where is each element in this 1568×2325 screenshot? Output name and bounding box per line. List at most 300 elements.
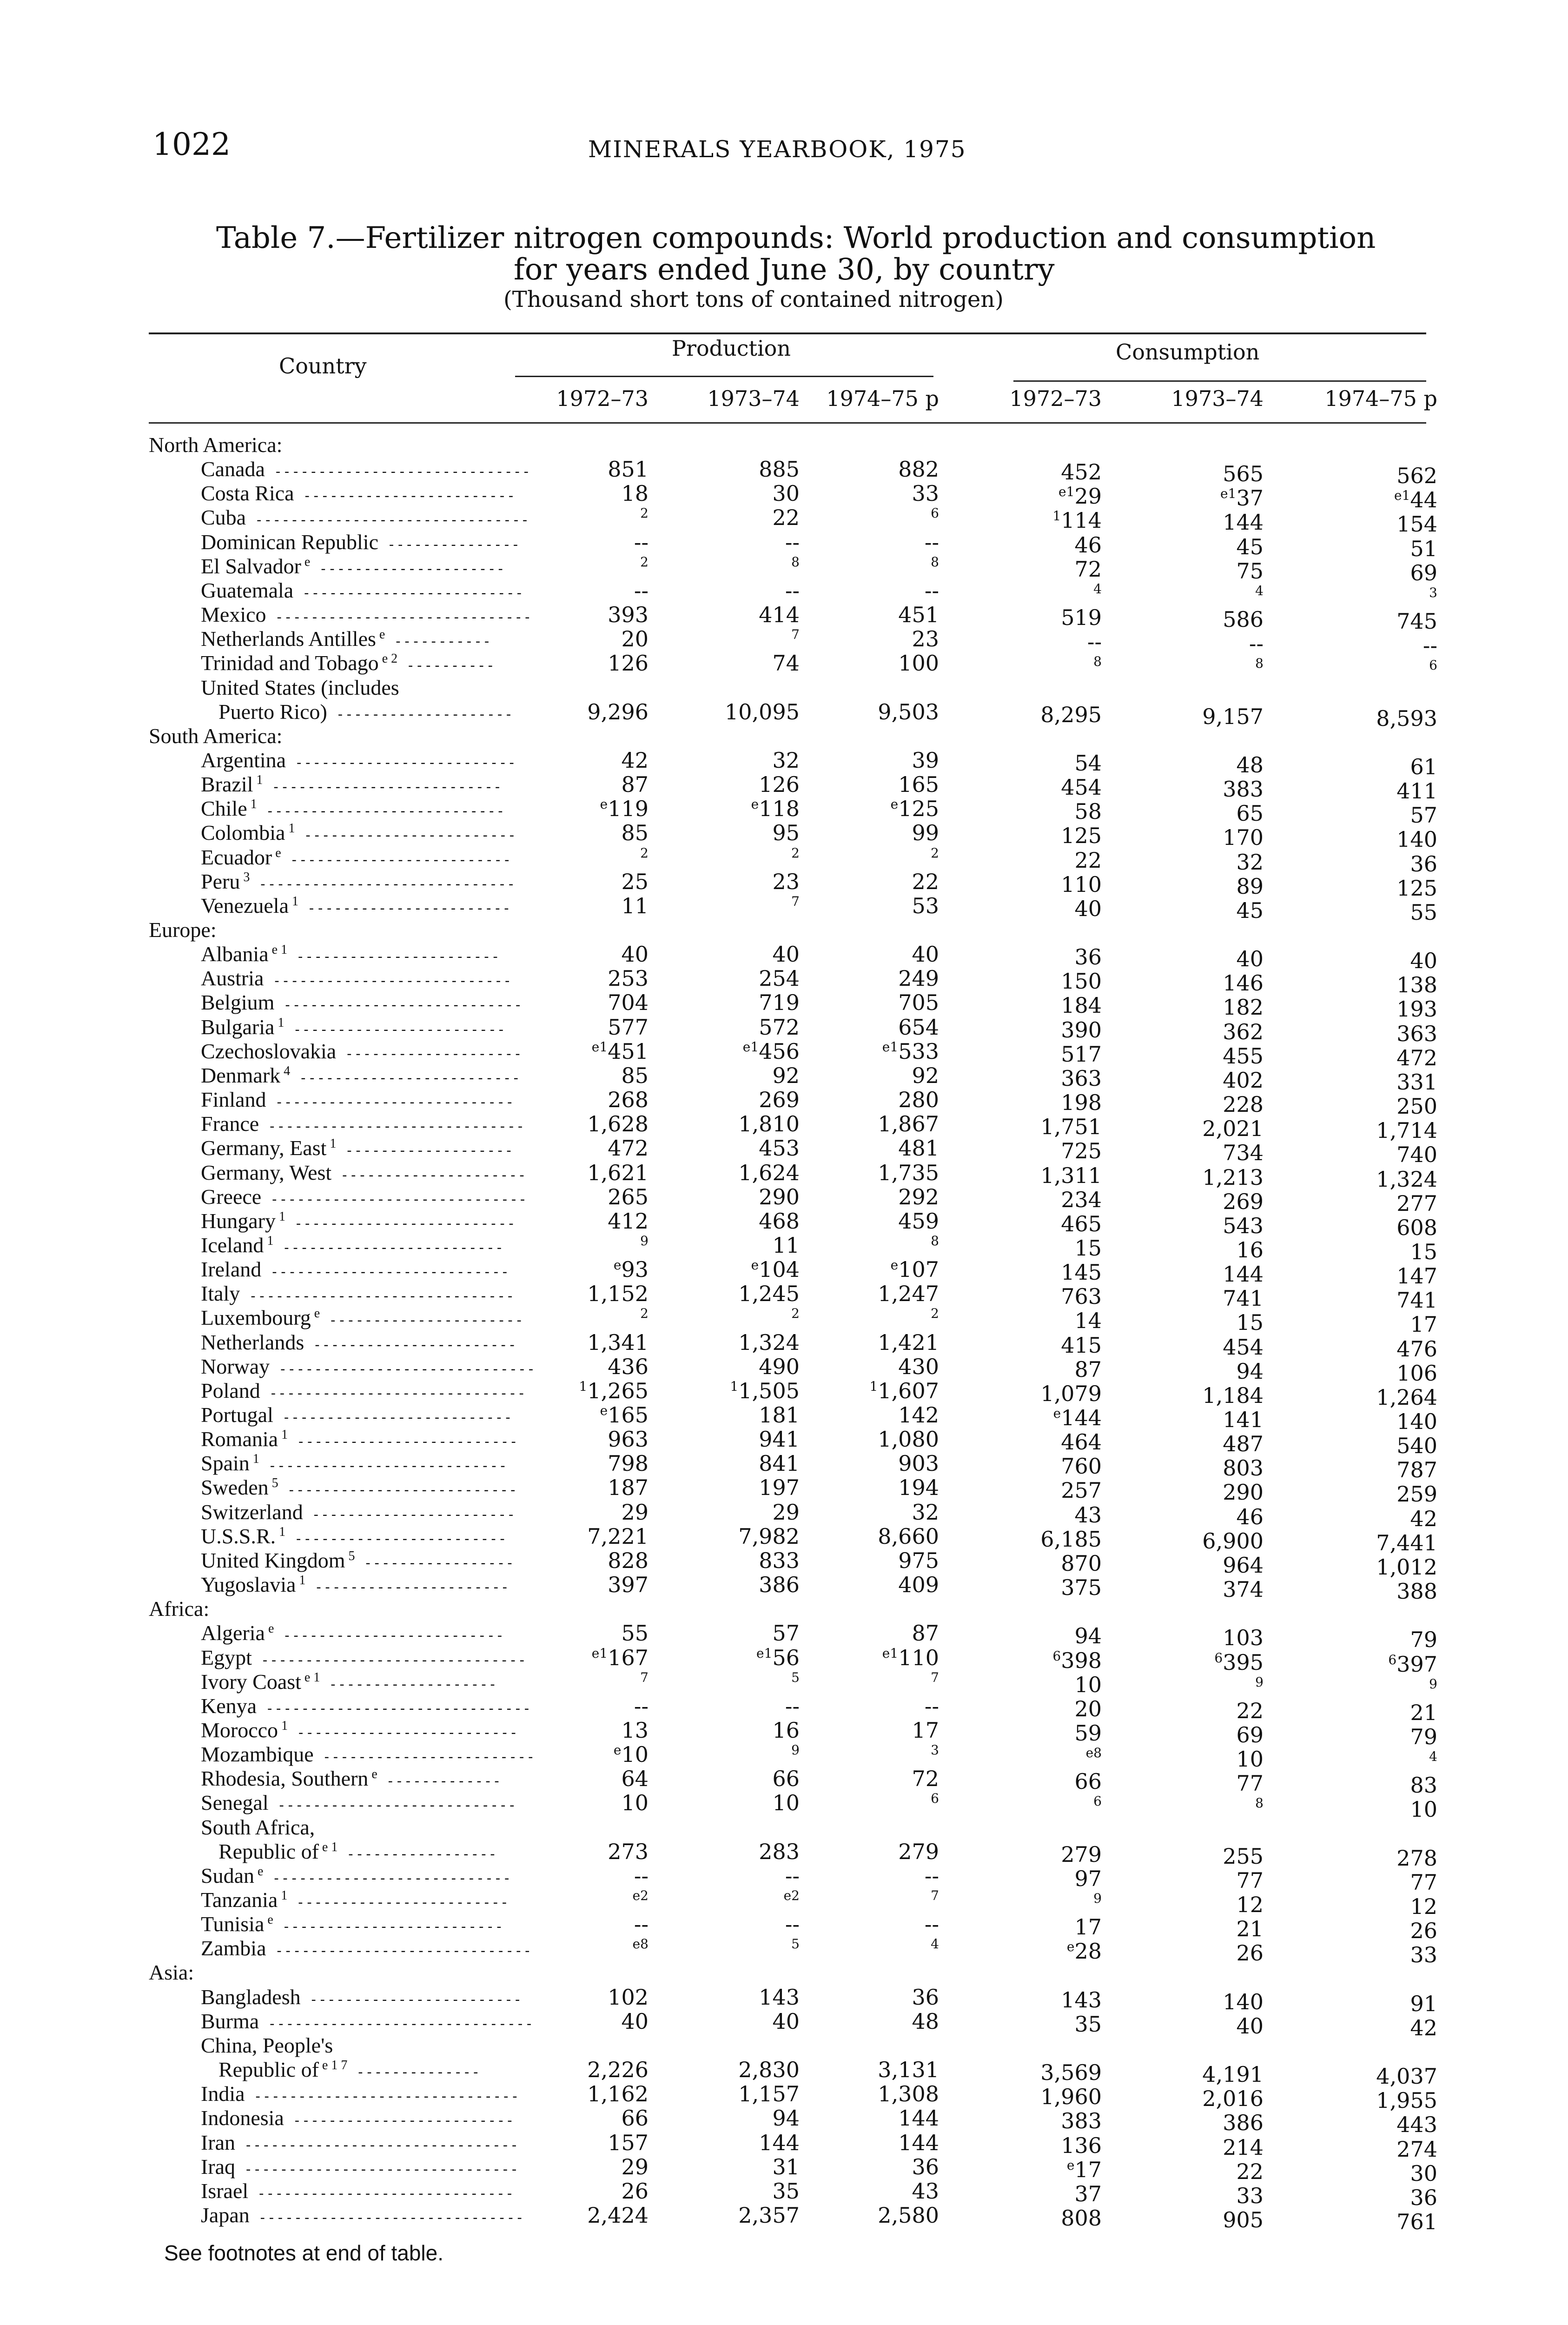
- table-cell: 30: [772, 481, 800, 506]
- country-label: Bangladesh ------------------------: [201, 1985, 523, 2009]
- table-cell: 2,021: [1202, 1116, 1264, 1142]
- table-cell: $^{e1}$167: [591, 1645, 648, 1670]
- table-cell: 65: [1236, 801, 1264, 826]
- table-cell: 32: [772, 747, 800, 773]
- table-cell: 8: [1255, 656, 1264, 671]
- table-cell: 29: [621, 1499, 648, 1525]
- table-footnote: See footnotes at end of table.: [164, 2241, 444, 2265]
- table-cell: 94: [1236, 1358, 1264, 1384]
- table-cell: 11: [621, 893, 648, 918]
- table-cell: 36: [912, 1984, 939, 2010]
- table-cell: 10: [621, 1790, 648, 1816]
- table-cell: 455: [1223, 1043, 1264, 1069]
- table-cell: 22: [1236, 2159, 1264, 2184]
- table-cell: 787: [1396, 1457, 1437, 1483]
- table-cell: 140: [1396, 827, 1437, 852]
- table-cell: 885: [759, 457, 800, 482]
- country-label: Greece -----------------------------: [201, 1184, 528, 1209]
- table-title: [216, 222, 1376, 286]
- leader-dots: -------------------------: [273, 1919, 504, 1935]
- table-cell: $^e$144: [1053, 1405, 1102, 1430]
- country-label: United States (includes: [201, 675, 399, 699]
- country-label: Poland -----------------------------: [201, 1378, 526, 1402]
- table-cell: 43: [912, 2178, 939, 2204]
- table-cell: 181: [759, 1402, 800, 1428]
- table-cell: 4,037: [1376, 2064, 1437, 2089]
- table-cell: 2: [931, 1306, 939, 1322]
- table-cell: 274: [1396, 2136, 1437, 2162]
- table-cell: 53: [912, 893, 939, 918]
- table-cell: $^e$165: [600, 1402, 648, 1428]
- table-cell: 8,660: [878, 1523, 939, 1549]
- leader-dots: -------------: [377, 1773, 502, 1790]
- leader-dots: ----------------------: [305, 1579, 509, 1596]
- table-title-line2: for years ended June 30, by country: [514, 252, 1055, 287]
- leader-dots: -------------------------: [290, 1070, 521, 1086]
- country-label: Puerto Rico) --------------------: [218, 699, 514, 724]
- leader-dots: -------------------------: [273, 1239, 504, 1256]
- country-label: France -----------------------------: [201, 1112, 525, 1136]
- country-label: Ireland ---------------------------: [201, 1257, 509, 1282]
- table-cell: 36: [1410, 851, 1437, 877]
- table-cell: $^{e1}$56: [756, 1645, 800, 1670]
- country-header: Country: [279, 353, 367, 379]
- page-number: 1022: [152, 126, 231, 162]
- table-cell: 7: [931, 1669, 939, 1685]
- table-cell: 2,830: [738, 2057, 800, 2083]
- leader-dots: ------------------------: [285, 1530, 507, 1547]
- table-cell: 745: [1396, 609, 1437, 634]
- table-cell: $^e$125: [890, 796, 939, 822]
- table-cell: 77: [1236, 1771, 1264, 1796]
- table-cell: 21: [1410, 1700, 1437, 1725]
- table-cell: 430: [898, 1354, 939, 1379]
- table-cell: 283: [759, 1839, 800, 1864]
- table-cell: 565: [1223, 461, 1264, 487]
- table-cell: 142: [898, 1402, 939, 1428]
- leader-dots: ------------------------: [284, 1021, 506, 1038]
- table-cell: 22: [1236, 1698, 1264, 1723]
- table-cell: 257: [1061, 1478, 1102, 1503]
- leader-dots: -------------------------: [288, 1724, 518, 1741]
- leader-dots: ---------------------------: [259, 1458, 508, 1475]
- table-cell: $^e$17: [1066, 2157, 1102, 2182]
- leader-dots: -------------------------: [285, 1215, 516, 1232]
- table-cell: 87: [621, 772, 648, 797]
- table-cell: 409: [898, 1572, 939, 1598]
- table-cell: --: [1249, 631, 1264, 657]
- table-cell: 85: [621, 820, 648, 846]
- table-cell: 10: [772, 1790, 800, 1816]
- leader-dots: ----------------------: [320, 1312, 524, 1329]
- table-cell: 388: [1396, 1579, 1437, 1604]
- table-cell: 5: [791, 1936, 800, 1952]
- production-rule: [515, 376, 933, 377]
- table-cell: 43: [1074, 1502, 1102, 1528]
- table-cell: 268: [608, 1087, 648, 1113]
- table-cell: 16: [1236, 1237, 1264, 1262]
- table-cell: 89: [1236, 873, 1264, 899]
- table-cell: 33: [1236, 2183, 1264, 2208]
- table-cell: 7,982: [738, 1523, 800, 1549]
- table-cell: 9: [791, 1742, 800, 1758]
- table-cell: 1,264: [1376, 1384, 1437, 1410]
- leader-dots: -----------------------------: [259, 1118, 525, 1135]
- country-label: Tanzania $^1$ ------------------------: [201, 1888, 509, 1912]
- table-cell: 36: [1074, 944, 1102, 970]
- table-cell: 725: [1061, 1138, 1102, 1164]
- table-cell: 761: [1396, 2209, 1437, 2234]
- table-cell: 277: [1396, 1190, 1437, 1216]
- leader-dots: ------------------------: [313, 1749, 536, 1766]
- table-cell: 1,324: [738, 1329, 800, 1355]
- table-cell: 2,424: [587, 2202, 648, 2228]
- table-cell: 66: [1074, 1769, 1102, 1794]
- consumption-rule: [1013, 380, 1426, 382]
- table-cell: 40: [772, 2008, 800, 2034]
- table-cell: 741: [1396, 1288, 1437, 1313]
- table-cell: 39: [912, 747, 939, 773]
- table-cell: 106: [1396, 1360, 1437, 1386]
- table-cell: 22: [1074, 847, 1102, 873]
- table-cell: 140: [1223, 1989, 1264, 2014]
- table-cell: $^{e1}$456: [742, 1038, 800, 1064]
- table-cell: $^{e1}$44: [1394, 487, 1437, 513]
- country-label: Brazil $^1$ --------------------------: [201, 772, 503, 797]
- leader-dots: ------------------------: [287, 1894, 509, 1911]
- country-label: Venezuela $^1$ -----------------------: [201, 893, 511, 917]
- table-cell: 397: [608, 1572, 648, 1598]
- table-cell: 8: [1255, 1795, 1264, 1811]
- table-cell: 8,593: [1376, 705, 1437, 731]
- table-cell: 1,213: [1202, 1164, 1264, 1190]
- table-cell: 15: [1074, 1235, 1102, 1261]
- leader-dots: -----------------------: [303, 1506, 516, 1523]
- table-cell: 7,441: [1376, 1530, 1437, 1555]
- table-cell: 254: [759, 966, 800, 991]
- table-cell: 490: [759, 1354, 800, 1379]
- leader-dots: -------------------------------: [235, 2161, 519, 2178]
- table-cell: 9,157: [1202, 704, 1264, 729]
- country-label: Zambia -----------------------------: [201, 1936, 532, 1960]
- table-cell: 126: [608, 651, 648, 676]
- table-cell: 94: [1074, 1623, 1102, 1649]
- table-cell: 487: [1223, 1431, 1264, 1457]
- table-cell: 273: [608, 1839, 648, 1864]
- table-cell: --: [785, 1693, 800, 1719]
- table-cell: 46: [1236, 1504, 1264, 1529]
- country-label: United Kingdom $^5$ -----------------: [201, 1548, 515, 1572]
- table-cell: 704: [608, 990, 648, 1016]
- table-cell: 577: [608, 1014, 648, 1040]
- table-cell: 10: [1236, 1747, 1264, 1772]
- country-label: Dominican Republic ---------------: [201, 530, 520, 554]
- leader-dots: ---------------------------: [261, 1264, 509, 1281]
- table-cell: 22: [912, 869, 939, 894]
- table-cell: 278: [1396, 1845, 1437, 1871]
- table-cell: 26: [1410, 1918, 1437, 1944]
- leader-dots: -----------------------------: [266, 1943, 532, 1960]
- table-cell: 7: [640, 1669, 648, 1685]
- table-cell: 85: [621, 1063, 648, 1088]
- table-cell: 100: [898, 651, 939, 676]
- table-cell: 26: [621, 2178, 648, 2204]
- table-cell: $^e$118: [751, 796, 800, 822]
- table-cell: 3: [931, 1742, 939, 1758]
- country-label: Chile $^1$ ---------------------------: [201, 797, 505, 821]
- table-cell: 386: [1223, 2110, 1264, 2136]
- table-cell: 9,503: [878, 699, 939, 724]
- leader-dots: -----------------------: [304, 1336, 517, 1353]
- table-cell: 99: [912, 820, 939, 846]
- leader-dots: -------------------------------: [246, 512, 530, 529]
- country-label: Trinidad and Tobago $^e$ $^2$ ----------: [201, 651, 495, 675]
- top-rule: [149, 332, 1426, 334]
- table-cell: 228: [1223, 1092, 1264, 1117]
- table-cell: 40: [912, 942, 939, 967]
- table-cell: 40: [1236, 946, 1264, 972]
- leader-dots: -----------------------------: [266, 609, 532, 626]
- leader-dots: -----------------------------: [270, 1361, 536, 1377]
- table-cell: 45: [1236, 897, 1264, 923]
- leader-dots: ------------------------: [295, 827, 516, 844]
- leader-dots: ---------------------------: [263, 1870, 512, 1887]
- table-cell: 269: [1223, 1189, 1264, 1214]
- country-label: Cuba -------------------------------: [201, 505, 530, 530]
- table-cell: 16: [772, 1717, 800, 1743]
- table-cell: 4: [1255, 583, 1264, 598]
- table-cell: 543: [1223, 1213, 1264, 1238]
- table-cell: 1,751: [1040, 1114, 1102, 1140]
- leader-dots: -------------------: [320, 1676, 497, 1693]
- leader-dots: ------------------------------: [245, 2088, 520, 2105]
- table-cell: 125: [1061, 823, 1102, 849]
- table-cell: 194: [898, 1475, 939, 1501]
- table-cell: 249: [898, 966, 939, 991]
- table-cell: 87: [1074, 1356, 1102, 1382]
- year-header: 1972–73: [1009, 386, 1102, 411]
- table-cell: $^e$10: [613, 1742, 648, 1767]
- table-cell: 8,295: [1040, 702, 1102, 727]
- header-bottom-rule: [149, 422, 1426, 424]
- table-cell: 2,357: [738, 2202, 800, 2228]
- table-cell: 33: [1410, 1942, 1437, 1968]
- table-cell: 383: [1061, 2108, 1102, 2134]
- table-cell: --: [924, 1863, 939, 1888]
- table-cell: 74: [772, 651, 800, 676]
- table-cell: 2: [640, 505, 648, 521]
- table-cell: 126: [759, 772, 800, 797]
- table-cell: 519: [1061, 605, 1102, 631]
- table-cell: 26: [1236, 1940, 1264, 1966]
- table-cell: 459: [898, 1208, 939, 1234]
- table-cell: 17: [1410, 1312, 1437, 1337]
- table-cell: 7: [791, 627, 800, 643]
- table-cell: 540: [1396, 1433, 1437, 1459]
- table-cell: 941: [759, 1427, 800, 1452]
- table-cell: 10,095: [725, 699, 800, 724]
- country-label: South Africa,: [201, 1815, 315, 1839]
- table-cell: --: [785, 578, 800, 603]
- table-cell: $^1$1,265: [579, 1378, 648, 1403]
- table-cell: 197: [759, 1475, 800, 1501]
- table-cell: 54: [1074, 750, 1102, 776]
- table-cell: 58: [1074, 799, 1102, 824]
- table-cell: 4: [1093, 581, 1102, 597]
- table-cell: 32: [1236, 849, 1264, 875]
- table-cell: $^6$395: [1214, 1649, 1264, 1675]
- leader-dots: ------------------------------: [257, 1700, 531, 1717]
- table-cell: 144: [1223, 510, 1264, 535]
- table-cell: 69: [1410, 560, 1437, 585]
- region-label: Asia:: [149, 1960, 194, 1985]
- table-cell: 97: [1074, 1866, 1102, 1891]
- leader-dots: ---------------------------: [264, 973, 512, 990]
- table-cell: 1,012: [1376, 1554, 1437, 1580]
- country-label: Netherlands Antilles $^e$ -----------: [201, 627, 492, 651]
- table-cell: 77: [1410, 1869, 1437, 1895]
- country-label: Norway -----------------------------: [201, 1354, 536, 1378]
- country-label: Iraq -------------------------------: [201, 2154, 519, 2179]
- table-cell: 59: [1074, 1720, 1102, 1746]
- leader-dots: -----------------------------: [260, 1385, 526, 1402]
- country-label: Iceland $^1$ -------------------------: [201, 1233, 504, 1257]
- table-cell: 48: [912, 2008, 939, 2034]
- country-label: Canada -----------------------------: [201, 457, 531, 481]
- table-cell: 214: [1223, 2134, 1264, 2160]
- region-label: Europe:: [149, 918, 217, 942]
- table-cell: --: [924, 1912, 939, 1937]
- table-cell: --: [924, 1693, 939, 1719]
- table-cell: --: [785, 1912, 800, 1937]
- country-label: Albania $^e$ $^1$ -----------------------: [201, 942, 500, 966]
- leader-dots: ------------------------: [294, 488, 516, 505]
- table-cell: 9: [1255, 1674, 1264, 1690]
- running-head: MINERALS YEARBOOK, 1975: [588, 136, 966, 163]
- table-cell: 259: [1396, 1481, 1437, 1507]
- table-cell: 443: [1396, 2112, 1437, 2138]
- table-cell: 517: [1061, 1041, 1102, 1067]
- table-cell: $^{e1}$110: [882, 1645, 939, 1670]
- table-cell: 165: [898, 772, 939, 797]
- table-cell: 1,157: [738, 2081, 800, 2107]
- table-cell: --: [924, 578, 939, 603]
- table-cell: 6: [1429, 658, 1437, 673]
- country-label: Costa Rica ------------------------: [201, 481, 516, 505]
- country-label: Bulgaria $^1$ ------------------------: [201, 1015, 506, 1039]
- table-cell: 75: [1236, 558, 1264, 584]
- table-cell: 14: [1074, 1308, 1102, 1334]
- table-cell: 23: [772, 869, 800, 894]
- country-label: Denmark $^4$ -------------------------: [201, 1063, 521, 1087]
- table-cell: 465: [1061, 1211, 1102, 1236]
- table-cell: 452: [1061, 459, 1102, 485]
- country-label: Luxembourg $^e$ ----------------------: [201, 1306, 524, 1330]
- leader-dots: ---------------------------: [268, 1797, 517, 1814]
- table-cell: 143: [1061, 1987, 1102, 2013]
- leader-dots: --------------------: [336, 1045, 523, 1062]
- table-cell: 7: [931, 1888, 939, 1903]
- table-cell: $^6$398: [1052, 1647, 1102, 1673]
- table-cell: 454: [1223, 1334, 1264, 1360]
- table-cell: 265: [608, 1184, 648, 1209]
- table-cell: 144: [898, 2130, 939, 2155]
- table-cell: 29: [621, 2154, 648, 2179]
- leader-dots: --------------------------: [273, 1409, 513, 1426]
- table-cell: 12: [1410, 1894, 1437, 1919]
- country-label: Ivory Coast $^e$ $^1$ -------------------: [201, 1669, 497, 1694]
- table-cell: $^{e1}$533: [882, 1038, 939, 1064]
- table-cell: 91: [1410, 1991, 1437, 2016]
- country-label: Austria ---------------------------: [201, 966, 512, 990]
- table-cell: 145: [1061, 1260, 1102, 1285]
- table-cell: 1,867: [878, 1111, 939, 1137]
- table-cell: 7: [791, 893, 800, 909]
- table-cell: 40: [1410, 948, 1437, 974]
- table-cell: 170: [1223, 825, 1264, 850]
- table-cell: 144: [898, 2106, 939, 2131]
- leader-dots: ------------------------------: [249, 2209, 524, 2226]
- table-cell: 2: [640, 845, 648, 861]
- table-cell: 654: [898, 1014, 939, 1040]
- table-cell: 2: [791, 1306, 800, 1322]
- region-label: Africa:: [149, 1597, 210, 1621]
- table-cell: 61: [1410, 754, 1437, 779]
- table-cell: 3,131: [878, 2057, 939, 2083]
- table-cell: 472: [1396, 1045, 1437, 1070]
- table-cell: 1,714: [1376, 1118, 1437, 1143]
- year-header: 1974–75 p: [826, 386, 939, 411]
- leader-dots: -------------------------: [274, 1628, 504, 1644]
- table-cell: 198: [1061, 1090, 1102, 1116]
- table-cell: $^1$1,505: [730, 1378, 800, 1403]
- table-cell: $^{e1}$29: [1059, 484, 1102, 509]
- table-cell: 476: [1396, 1336, 1437, 1362]
- table-cell: 375: [1061, 1575, 1102, 1601]
- table-cell: 157: [608, 2130, 648, 2155]
- country-label: Belgium ---------------------------: [201, 990, 523, 1015]
- leader-dots: ----------: [397, 658, 495, 674]
- table-cell: 40: [772, 942, 800, 967]
- country-label: China, People's: [201, 2033, 333, 2057]
- consumption-header: Consumption: [1116, 339, 1260, 365]
- country-label: U.S.S.R. $^1$ ------------------------: [201, 1524, 507, 1548]
- year-header: 1973–74: [1171, 386, 1264, 411]
- table-cell: 79: [1410, 1724, 1437, 1749]
- table-cell: 5: [791, 1669, 800, 1685]
- country-label: Argentina -------------------------: [201, 748, 516, 772]
- table-cell: 136: [1061, 2132, 1102, 2158]
- table-cell: 453: [759, 1136, 800, 1161]
- table-cell: 57: [1410, 803, 1437, 828]
- leader-dots: ------------------------------: [251, 1652, 527, 1668]
- table-cell: 36: [912, 2154, 939, 2179]
- table-cell: 2: [640, 1306, 648, 1322]
- table-cell: e2: [632, 1888, 648, 1903]
- table-cell: 1,810: [738, 1111, 800, 1137]
- table-cell: 760: [1061, 1454, 1102, 1479]
- table-cell: 87: [912, 1621, 939, 1646]
- table-cell: 7,221: [587, 1523, 648, 1549]
- leader-dots: -------------------------: [281, 851, 512, 868]
- table-cell: 705: [898, 990, 939, 1016]
- table-cell: 1,247: [878, 1281, 939, 1307]
- table-cell: 40: [1236, 2013, 1264, 2039]
- table-cell: 13: [621, 1717, 648, 1743]
- production-header: Production: [672, 336, 791, 361]
- table-cell: $^1$114: [1052, 508, 1102, 533]
- table-cell: 83: [1410, 1773, 1437, 1798]
